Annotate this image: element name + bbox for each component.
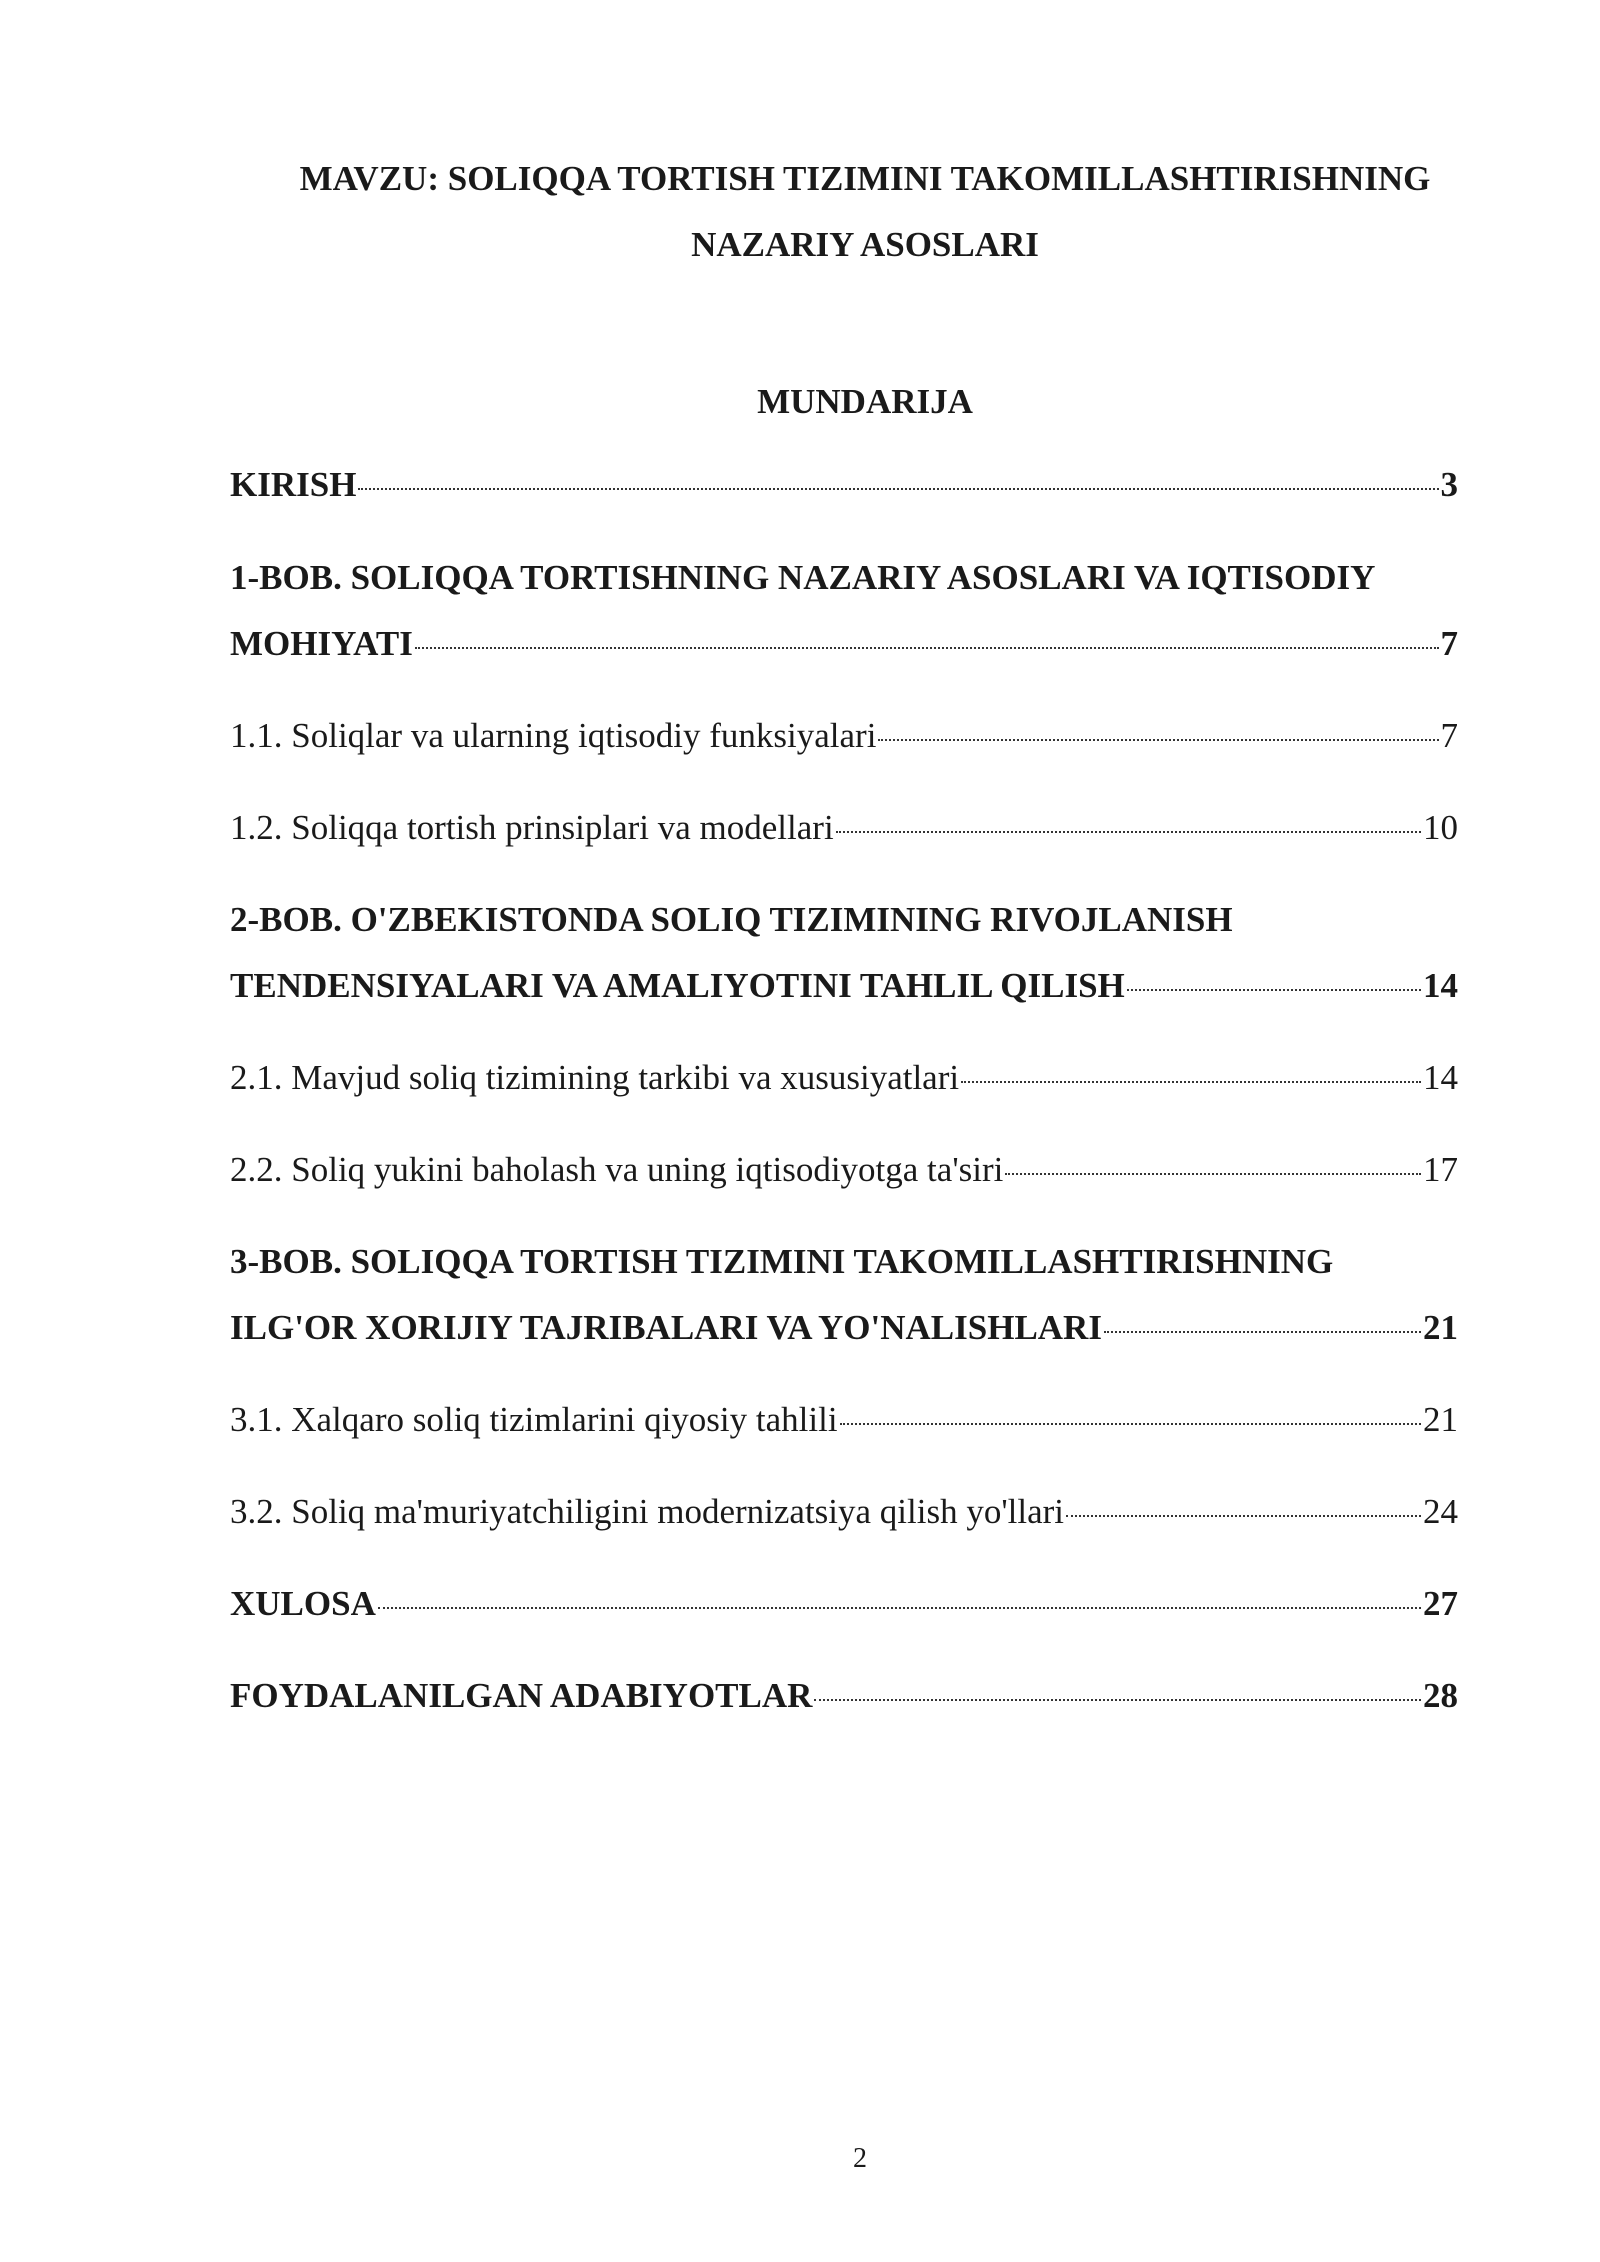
dot-leader bbox=[415, 647, 1439, 649]
toc-entry-text: 2.1. Mavjud soliq tizimining tarkibi va xususiyatlari bbox=[230, 1058, 960, 1097]
toc-entry-references[interactable] bbox=[230, 1663, 1458, 1729]
toc-entry-chapter-2[interactable] bbox=[230, 887, 1458, 1019]
toc-entry-page: 21 bbox=[1423, 1400, 1458, 1439]
toc-entry-text: 1.1. Soliqlar va ularning iqtisodiy funksiyalari bbox=[230, 716, 877, 755]
toc-entry-section-1-1[interactable] bbox=[230, 703, 1458, 769]
toc-entry-section-2-1[interactable] bbox=[230, 1045, 1458, 1111]
toc-entry-chapter-3[interactable] bbox=[230, 1229, 1458, 1361]
toc-entry-text: 1.2. Soliqqa tortish prinsiplari va modellari bbox=[230, 808, 834, 847]
toc-entry-page: 7 bbox=[1440, 624, 1458, 663]
dot-leader bbox=[378, 1607, 1421, 1609]
table-of-contents bbox=[230, 452, 1458, 1729]
dot-leader bbox=[1005, 1173, 1421, 1175]
title-line-2: NAZARIY ASOSLARI bbox=[691, 225, 1039, 264]
toc-entry-page: 24 bbox=[1423, 1492, 1458, 1531]
dot-leader bbox=[1104, 1331, 1421, 1333]
toc-entry-page: 14 bbox=[1423, 966, 1458, 1005]
toc-entry-text: 3.2. Soliq ma'muriyatchiligini modernizatsiya qilish yo'llari bbox=[230, 1492, 1065, 1531]
toc-entry-text-line-1: 1-BOB. SOLIQQA TORTISHNING NAZARIY ASOSLARI VA IQTISODIY bbox=[230, 558, 1376, 597]
toc-entry-text: ILG'OR XORIJIY TAJRIBALARI VA YO'NALISHLARI bbox=[230, 1308, 1102, 1347]
dot-leader bbox=[814, 1699, 1421, 1701]
toc-entry-text-line-1: 2-BOB. O'ZBEKISTONDA SOLIQ TIZIMINING RIVOJLANISH bbox=[230, 900, 1233, 939]
dot-leader bbox=[840, 1423, 1421, 1425]
toc-entry-page: 10 bbox=[1423, 808, 1458, 847]
dot-leader bbox=[836, 831, 1421, 833]
toc-entry-section-1-2[interactable] bbox=[230, 795, 1458, 861]
document-title bbox=[230, 146, 1500, 278]
toc-entry-page: 17 bbox=[1423, 1150, 1458, 1189]
toc-entry-text: 2.2. Soliq yukini baholash va uning iqtisodiyotga ta'siri bbox=[230, 1150, 1004, 1189]
toc-entry-chapter-1[interactable] bbox=[230, 545, 1458, 677]
toc-entry-page: 21 bbox=[1423, 1308, 1458, 1347]
toc-entry-page: 28 bbox=[1423, 1676, 1458, 1715]
toc-entry-text: MOHIYATI bbox=[230, 624, 413, 663]
toc-entry-section-3-2[interactable] bbox=[230, 1479, 1458, 1545]
dot-leader bbox=[961, 1081, 1421, 1083]
toc-entry-text: XULOSA bbox=[230, 1584, 376, 1623]
toc-entry-section-3-1[interactable] bbox=[230, 1387, 1458, 1453]
dot-leader bbox=[878, 739, 1438, 741]
toc-entry-kirish[interactable] bbox=[230, 452, 1458, 518]
toc-entry-page: 7 bbox=[1440, 716, 1458, 755]
toc-entry-text: TENDENSIYALARI VA AMALIYOTINI TAHLIL QILISH bbox=[230, 966, 1125, 1005]
toc-entry-text-line-1: 3-BOB. SOLIQQA TORTISH TIZIMINI TAKOMILLASHTIRISHNING bbox=[230, 1242, 1334, 1281]
toc-entry-text: KIRISH bbox=[230, 465, 357, 504]
toc-entry-page: 3 bbox=[1440, 465, 1458, 504]
title-line-1: MAVZU: SOLIQQA TORTISH TIZIMINI TAKOMILLASHTIRISHNING bbox=[299, 159, 1431, 198]
toc-entry-section-2-2[interactable] bbox=[230, 1137, 1458, 1203]
page-number: 2 bbox=[853, 2143, 867, 2174]
toc-entry-page: 27 bbox=[1423, 1584, 1458, 1623]
toc-entry-xulosa[interactable] bbox=[230, 1571, 1458, 1637]
dot-leader bbox=[358, 488, 1438, 490]
toc-entry-text: FOYDALANILGAN ADABIYOTLAR bbox=[230, 1676, 813, 1715]
toc-entry-text: 3.1. Xalqaro soliq tizimlarini qiyosiy tahlili bbox=[230, 1400, 838, 1439]
toc-entry-page: 14 bbox=[1423, 1058, 1458, 1097]
dot-leader bbox=[1066, 1515, 1421, 1517]
toc-heading: MUNDARIJA bbox=[757, 382, 973, 421]
dot-leader bbox=[1127, 989, 1421, 991]
